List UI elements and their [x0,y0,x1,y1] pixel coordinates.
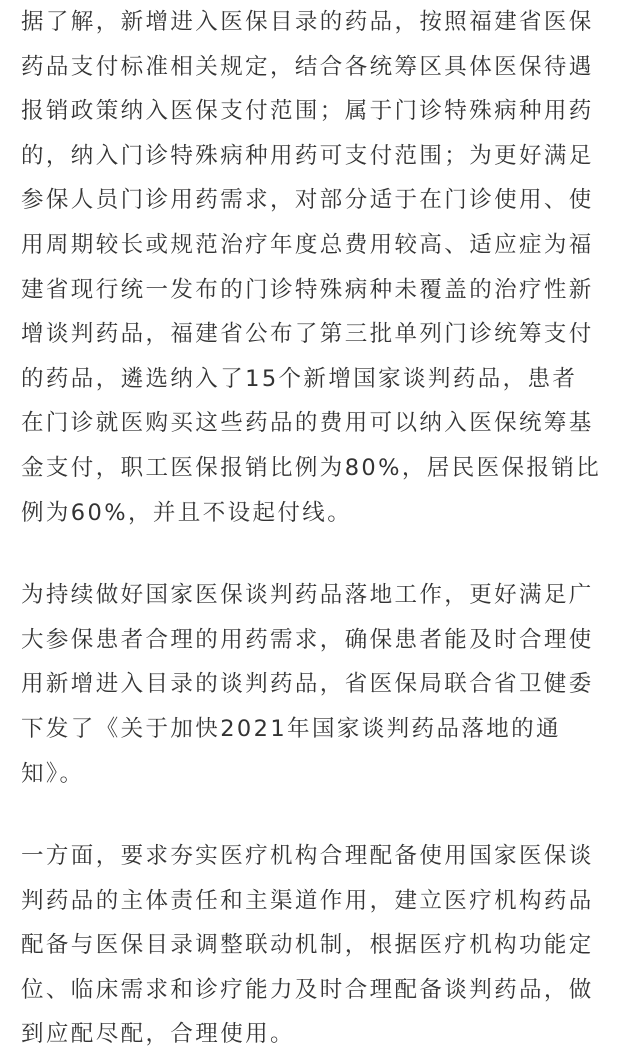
text-line: 用新增进入目录的谈判药品，省医保局联合省卫健委 [21,671,594,698]
text-line: 药品支付标准相关规定，结合各统筹区具体医保待遇 [21,53,594,80]
text-line: 为持续做好国家医保谈判药品落地工作，更好满足广 [21,582,594,609]
text-line: 知》。 [21,760,85,787]
paragraph-1 [21,0,615,535]
text-line: 的，纳入门诊特殊病种用药可支付范围；为更好满足 [21,142,594,169]
text-line: 参保人员门诊用药需求，对部分适于在门诊使用、使 [21,187,594,214]
text-line: 的药品，遴选纳入了15个新增国家谈判药品，患者 [21,365,578,392]
text-line: 在门诊就医购买这些药品的费用可以纳入医保统筹基 [21,410,594,437]
article-body [21,0,615,1057]
text-line: 大参保患者合理的用药需求，确保患者能及时合理使 [21,626,594,653]
text-line: 配备与医保目录调整联动机制，根据医疗机构功能定 [21,932,594,959]
paragraph-3 [21,834,615,1057]
paragraph-spacer [21,535,615,573]
text-line: 用周期较长或规范治疗年度总费用较高、适应症为福 [21,231,594,258]
text-line: 位、临床需求和诊疗能力及时合理配备谈判药品，做 [21,976,594,1003]
text-line: 报销政策纳入医保支付范围；属于门诊特殊病种用药 [21,98,594,125]
text-line: 到应配尽配，合理使用。 [21,1021,295,1048]
text-line: 增谈判药品，福建省公布了第三批单列门诊统筹支付 [21,321,594,348]
text-line: 下发了《关于加快2021年国家谈判药品落地的通 [21,715,561,742]
text-line: 例为60%，并且不设起付线。 [21,499,353,526]
paragraph-2 [21,573,615,796]
text-line: 据了解，新增进入医保目录的药品，按照福建省医保 [21,9,594,35]
text-line: 金支付，职工医保报销比例为80%，居民医保报销比 [21,454,602,481]
paragraph-spacer [21,796,615,834]
text-line: 一方面，要求夯实医疗机构合理配备使用国家医保谈 [21,843,594,870]
text-line: 建省现行统一发布的门诊特殊病种未覆盖的治疗性新 [21,276,594,303]
text-line: 判药品的主体责任和主渠道作用，建立医疗机构药品 [21,887,594,914]
